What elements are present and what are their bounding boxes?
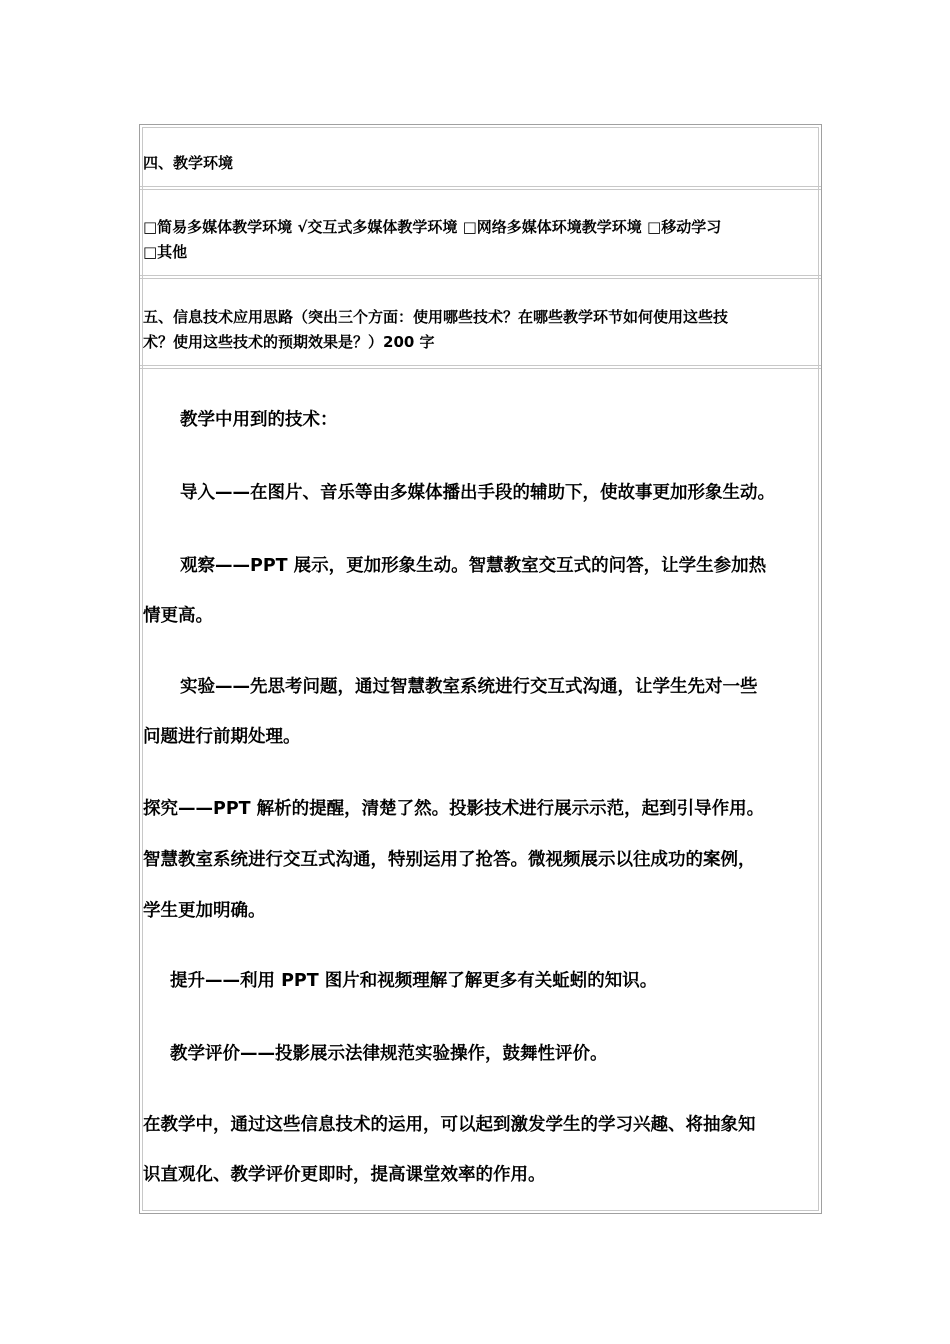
environment-options-line-1: □简易多媒体教学环境 √交互式多媒体教学环境 □网络多媒体环境教学环境 □移动学习 [143,218,722,236]
paragraph-experiment-line-2: 问题进行前期处理。 [143,727,301,747]
tech-title: 教学中用到的技术： [180,410,338,430]
paragraph-observe-line-1: 观察——PPT 展示，更加形象生动。智慧教室交互式的问答，让学生参加热 [180,556,767,576]
section-5-heading-line-1: 五、信息技术应用思路（突出三个方面：使用哪些技术？在哪些教学环节如何使用这些技 [143,308,729,326]
row-divider [140,365,821,369]
paragraph-intro: 导入——在图片、音乐等由多媒体播出手段的辅助下，使故事更加形象生动。 [180,483,775,503]
section-4-heading: 四、教学环境 [143,154,234,172]
paragraph-explore-line-2: 智慧教室系统进行交互式沟通，特别运用了抢答。微视频展示以往成功的案例， [143,850,756,870]
section-5-heading-line-2: 术？使用这些技术的预期效果是？）200 字 [143,333,435,351]
paragraph-observe-line-2: 情更高。 [143,606,213,626]
paragraph-explore-line-3: 学生更加明确。 [143,901,266,921]
paragraph-improve: 提升——利用 PPT 图片和视频理解了解更多有关蚯蚓的知识。 [170,971,658,991]
paragraph-summary-line-1: 在教学中，通过这些信息技术的运用，可以起到激发学生的学习兴趣、将抽象知 [143,1115,756,1135]
paragraph-experiment-line-1: 实验——先思考问题，通过智慧教室系统进行交互式沟通，让学生先对一些 [180,677,758,697]
paragraph-summary-line-2: 识直观化、教学评价更即时，提高课堂效率的作用。 [143,1165,546,1185]
environment-options-line-2: □其他 [143,243,188,261]
paragraph-explore-line-1: 探究——PPT 解析的提醒，清楚了然。投影技术进行展示示范，起到引导作用。 [143,799,765,819]
row-divider [140,186,821,190]
paragraph-evaluation: 教学评价——投影展示法律规范实验操作，鼓舞性评价。 [170,1044,608,1064]
row-divider [140,275,821,279]
